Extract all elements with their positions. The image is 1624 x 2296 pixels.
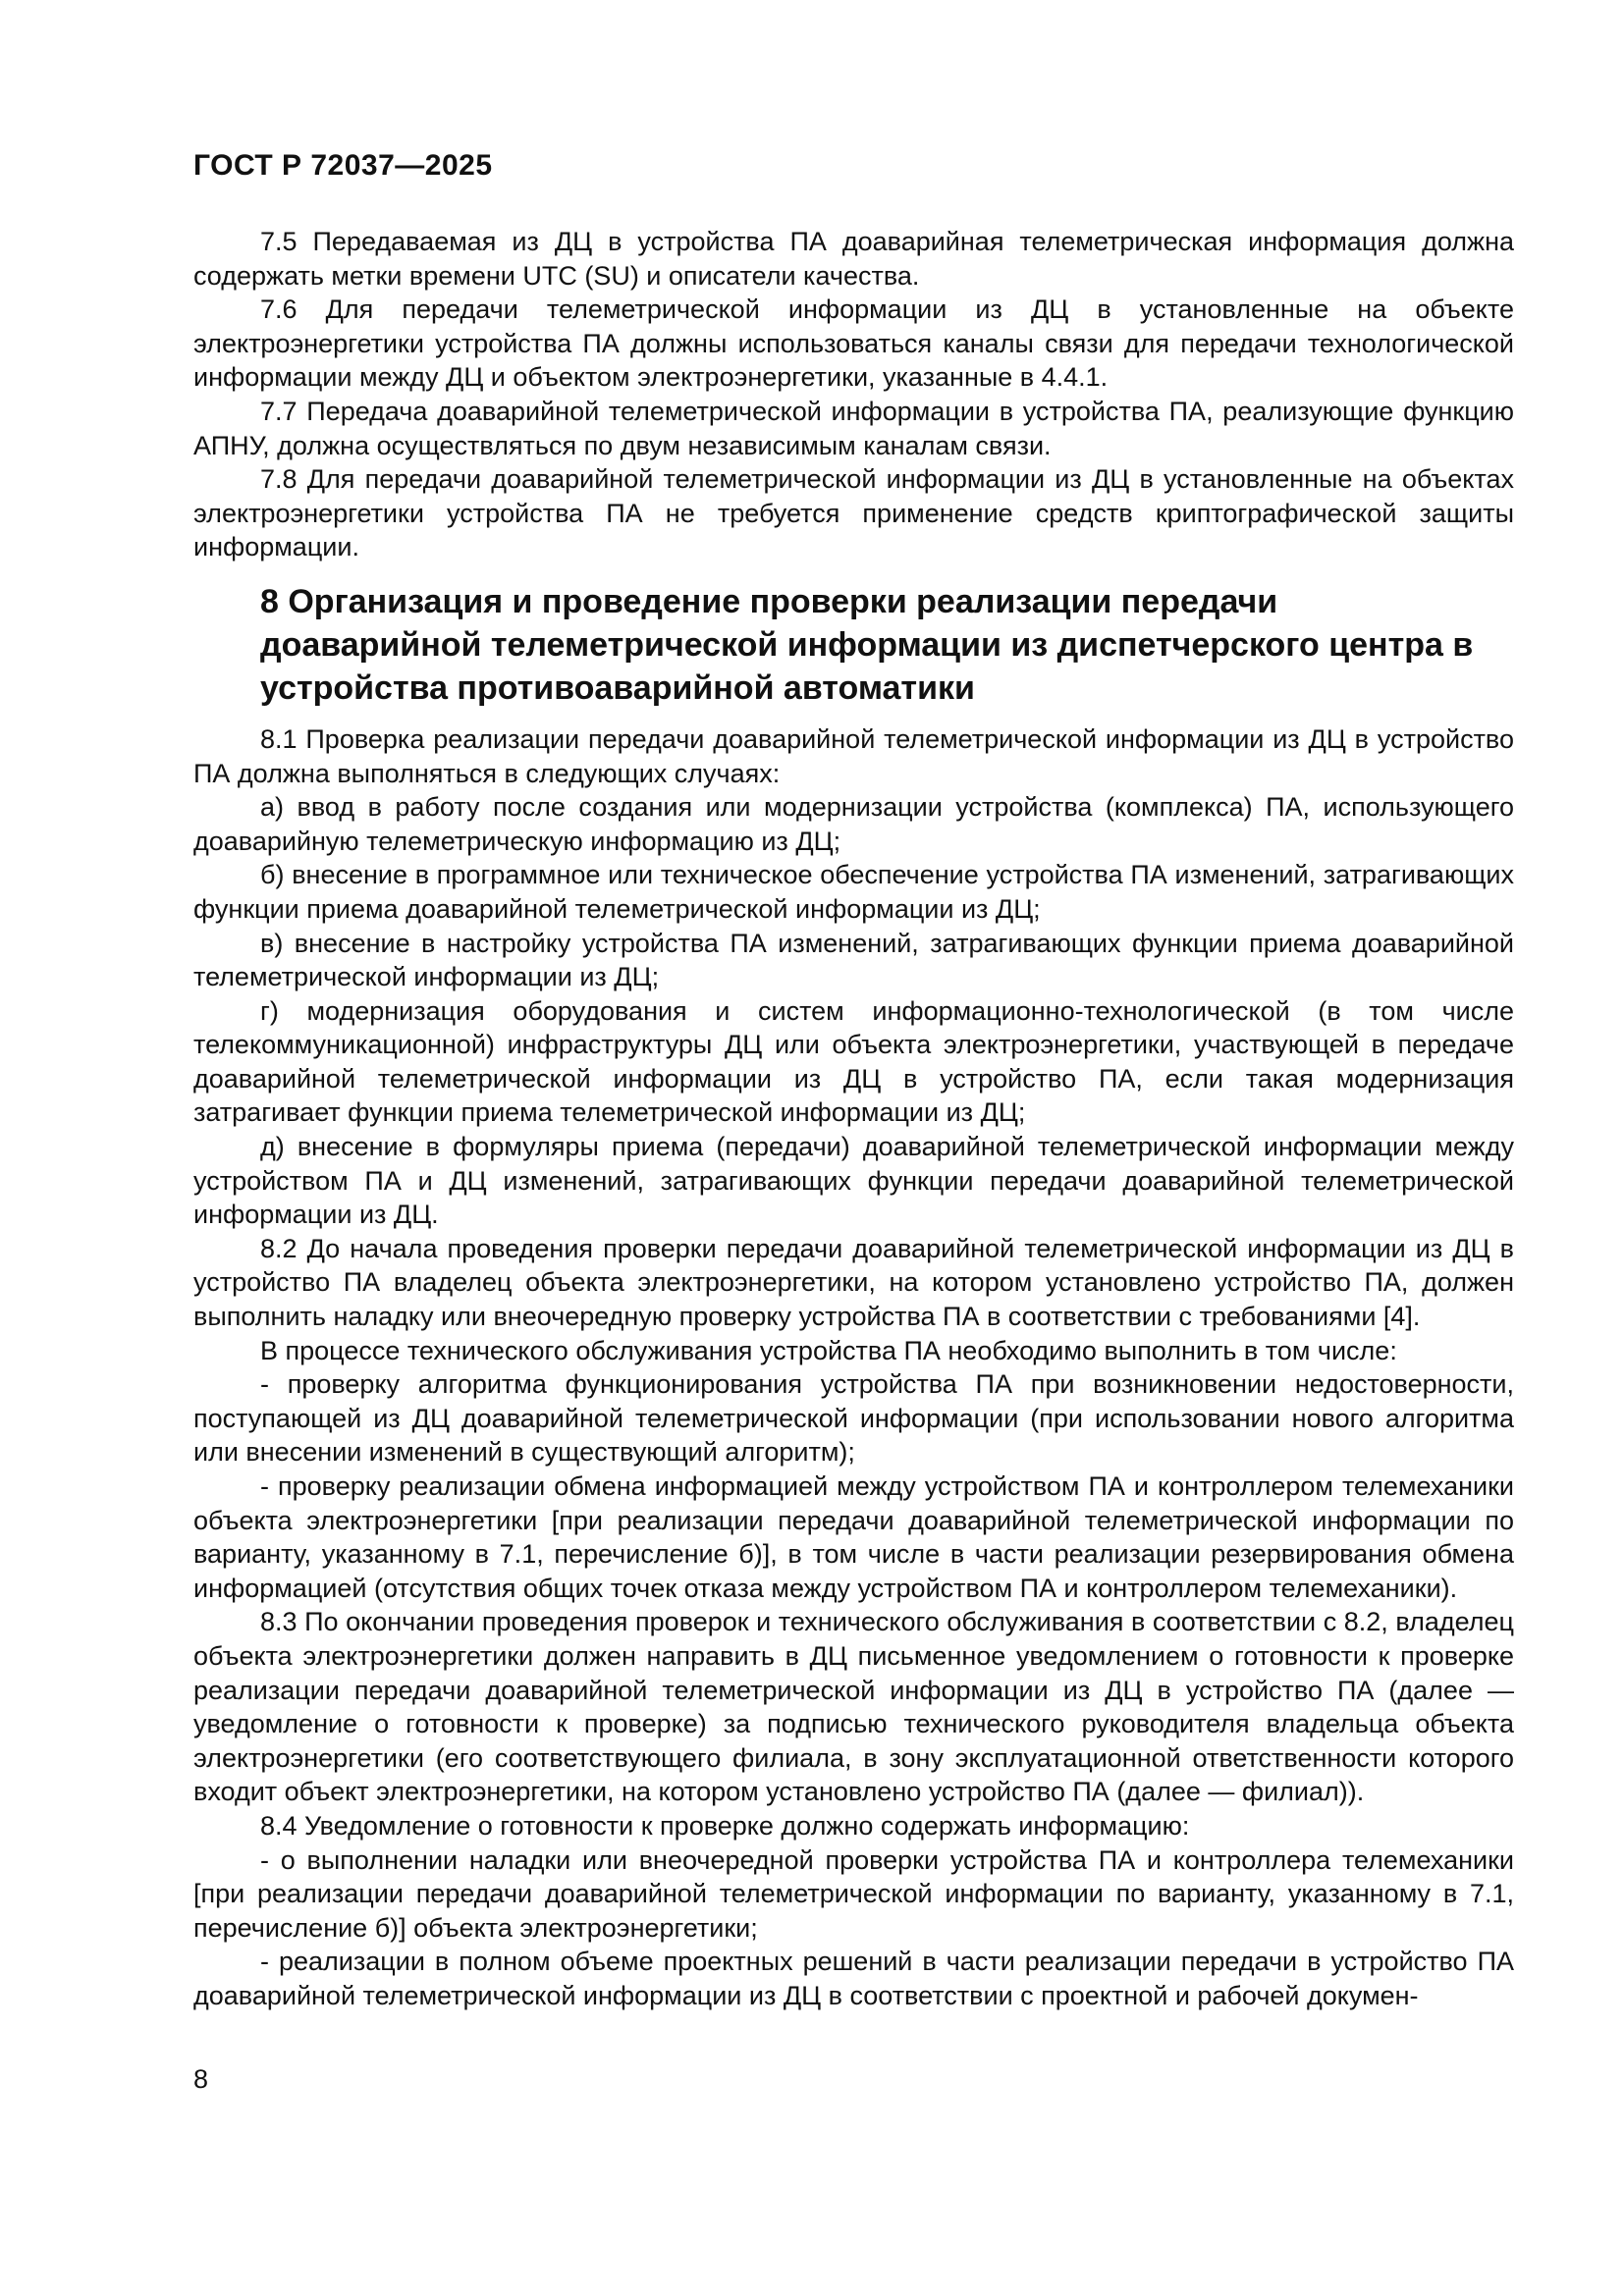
dash-item-exchange-check: - проверку реализации обмена информацией между устройством ПА и контроллером телемеханики объекта электроэнергетики [при реализации передачи доаварийной телеметрической информации по варианту, указанному в 7.1, перечисление б)], в том числе в части реализации резервирования обмена информацией (отсутствия общих точек отказа между устройством ПА и контроллером телемеханики). [193, 1471, 1514, 1603]
document-body [193, 225, 1514, 2013]
paragraph-8-3: 8.3 По окончании проведения проверок и технического обслуживания в соответствии с 8.2, владелец объекта электроэнергетики должен направить в ДЦ письменное уведомлением о готовности к проверке реализации передачи доаварийной телеметрической информации из ДЦ в устройство ПА (далее — уведомление о готовности к проверке) за подписью технического руководителя владельца объекта электроэнергетики (его соответствующего филиала, в зону эксплуатационной ответственности которого входит объект электроэнергетики, на котором установлено устройство ПА (далее — филиал)). [193, 1607, 1514, 1807]
paragraph-8-4: 8.4 Уведомление о готовности к проверке должно содержать информацию: [260, 1810, 1190, 1841]
page-number: 8 [193, 2064, 209, 2094]
list-item-a: а) ввод в работу после создания или модернизации устройства (комплекса) ПА, использующего доаварийную телеметрическую информацию из ДЦ; [193, 792, 1514, 856]
document-code-header: ГОСТ Р 72037—2025 [193, 149, 493, 182]
list-item-g: г) модернизация оборудования и систем информационно-технологической (в том числе телекоммуникационной) инфраструктуры ДЦ или объекта электроэнергетики, участвующей в передаче доаварийной телеметрической информации из ДЦ в устройство ПА, если такая модернизация затрагивает функции приема телеметрической информации из ДЦ; [193, 995, 1514, 1128]
paragraph-7-7: 7.7 Передача доаварийной телеметрической информации в устройства ПА, реализующие функцию АПНУ, должна осуществляться по двум независимым каналам связи. [193, 396, 1514, 460]
dash-item-algorithm-check: - проверку алгоритма функционирования устройства ПА при возникновении недостоверности, поступающей из ДЦ доаварийной телеметрической информации (при использовании нового алгоритма или внесении изменений в существующий алгоритм); [193, 1369, 1514, 1468]
paragraph-7-8: 7.8 Для передачи доаварийной телеметрической информации из ДЦ в установленные на объектах электроэнергетики устройства ПА не требуется применение средств криптографической защиты информации. [193, 464, 1514, 562]
dash-item-project-solutions: - реализации в полном объеме проектных решений в части реализации передачи в устройство ПА доаварийной телеметрической информации из ДЦ в соответствии с проектной и рабочей докумен- [193, 1947, 1514, 2010]
list-item-b: б) внесение в программное или техническое обеспечение устройства ПА изменений, затрагивающих функции приема доаварийной телеметрической информации из ДЦ; [193, 860, 1514, 924]
paragraph-8-1: 8.1 Проверка реализации передачи доаварийной телеметрической информации из ДЦ в устройство ПА должна выполняться в следующих случаях: [193, 723, 1514, 788]
dash-item-setup-notice: - о выполнении наладки или внеочередной проверки устройства ПА и контроллера телемеханики [при реализации передачи доаварийной телеметрической информации по варианту, указанному в 7.1, перечисление б)] объекта электроэнергетики; [193, 1844, 1514, 1943]
paragraph-8-2: 8.2 До начала проведения проверки передачи доаварийной телеметрической информации из ДЦ в устройство ПА владелец объекта электроэнергетики, на котором установлено устройство ПА, должен выполнить наладку или внеочередную проверку устройства ПА в соответствии с требованиями [4]. [193, 1233, 1514, 1332]
paragraph-7-6: 7.6 Для передачи телеметрической информации из ДЦ в установленные на объекте электроэнергетики устройства ПА должны использоваться каналы связи для передачи технологической информации между ДЦ и объектом электроэнергетики, указанные в 4.4.1. [193, 294, 1514, 393]
list-item-d: д) внесение в формуляры приема (передачи) доаварийной телеметрической информации между устройством ПА и ДЦ изменений, затрагивающих функции передачи доаварийной телеметрической информации из ДЦ. [193, 1132, 1514, 1230]
list-item-v: в) внесение в настройку устройства ПА изменений, затрагивающих функции приема доаварийной телеметрической информации из ДЦ; [193, 928, 1514, 992]
section-8-heading: 8 Организация и проведение проверки реализации передачи доаварийной телеметрической информации из диспетчерского центра в устройства противоаварийной автоматики [260, 582, 1474, 707]
paragraph-8-2-process: В процессе технического обслуживания устройства ПА необходимо выполнить в том числе: [260, 1335, 1397, 1365]
paragraph-7-5: 7.5 Передаваемая из ДЦ в устройства ПА доаварийная телеметрическая информация должна содержать метки времени UTC (SU) и описатели качества. [193, 227, 1514, 291]
